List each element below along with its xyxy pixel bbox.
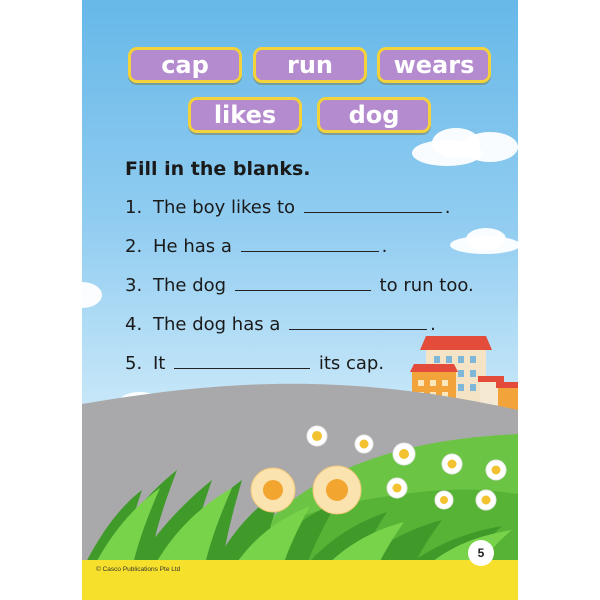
question-text-after: . (430, 314, 436, 335)
question-text-before: The boy likes to (153, 197, 296, 218)
question-number: 2. (125, 236, 143, 257)
question-text-after: . (381, 236, 388, 257)
word-tile: dog (317, 97, 431, 133)
question-number: 3. (125, 275, 143, 296)
question-text-after: . (444, 197, 451, 218)
question-number: 4. (125, 314, 143, 335)
question-3 (125, 275, 474, 296)
question-2 (125, 236, 387, 257)
page-number: 5 (468, 540, 494, 566)
question-text-before: The dog (153, 275, 227, 296)
word-bank (82, 0, 518, 140)
question-number: 1. (125, 197, 143, 218)
word-tile: cap (128, 47, 242, 83)
answer-blank[interactable] (304, 211, 442, 213)
instruction-heading: Fill in the blanks. (125, 158, 311, 180)
word-tile: wears (377, 47, 491, 83)
copyright-text: © Casco Publications Pte Ltd (96, 566, 181, 573)
word-tile: likes (188, 97, 302, 133)
question-text-after: its cap. (318, 353, 385, 374)
answer-blank[interactable] (241, 250, 379, 252)
question-text-before: It (153, 353, 166, 374)
worksheet-page (82, 0, 518, 600)
question-text-before: He has a (153, 236, 232, 257)
question-text-after: to run too. (379, 275, 474, 296)
question-1 (125, 197, 451, 218)
scenery-illustration (82, 330, 518, 570)
question-text-before: The dog has a (153, 314, 281, 335)
answer-blank[interactable] (235, 289, 371, 291)
word-tile: run (253, 47, 367, 83)
question-number: 5. (125, 353, 143, 374)
